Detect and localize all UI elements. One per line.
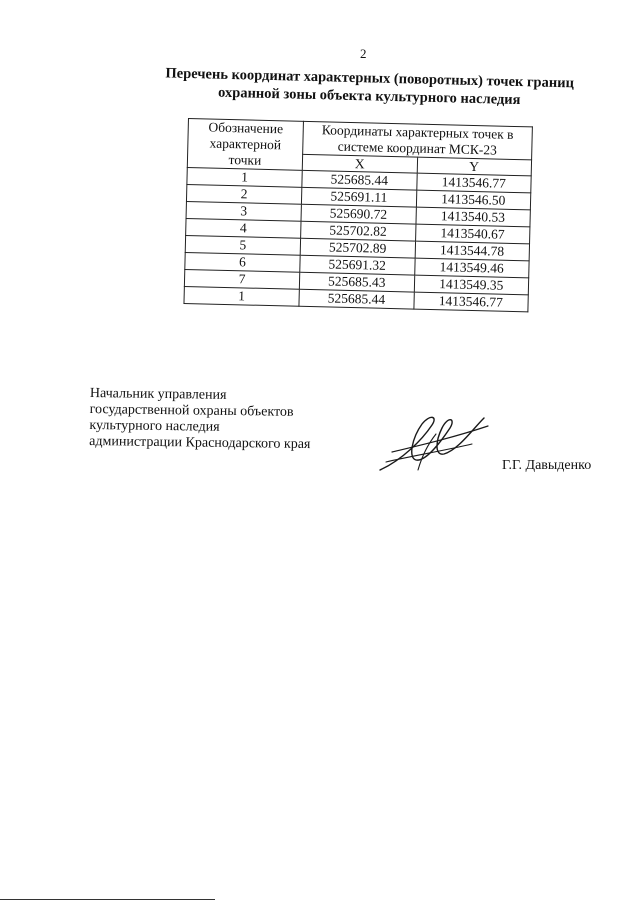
- y-cell: 1413540.67: [415, 224, 530, 244]
- header-point-designation: Обозначение характерной точки: [187, 119, 303, 171]
- x-cell: 525685.43: [299, 272, 414, 292]
- position-line: культурного наследия: [89, 417, 220, 435]
- title-line-2: охранной зоны объекта культурного наследия: [217, 84, 521, 109]
- signatory-name: Г.Г. Давыденко: [502, 458, 592, 473]
- point-cell: 7: [184, 269, 299, 289]
- x-cell: 525691.11: [301, 187, 416, 207]
- point-cell: 2: [186, 184, 301, 204]
- x-cell: 525691.32: [300, 255, 415, 275]
- title-line-1: Перечень координат характерных (поворотных) точек границ: [165, 65, 575, 92]
- position-line: Начальник управления: [89, 386, 227, 403]
- x-cell: 525702.82: [301, 221, 416, 241]
- coordinates-table: [183, 118, 532, 312]
- y-cell: 1413549.46: [414, 258, 529, 278]
- header-x: X: [302, 154, 417, 173]
- x-cell: 525685.44: [299, 289, 414, 309]
- point-cell: 5: [185, 235, 300, 255]
- point-cell: 6: [185, 252, 300, 272]
- document-title: [149, 64, 590, 111]
- signatory-position: [89, 386, 311, 453]
- y-cell: 1413540.53: [415, 207, 530, 227]
- y-cell: 1413546.77: [416, 173, 531, 193]
- x-cell: 525690.72: [301, 204, 416, 224]
- point-cell: 4: [186, 218, 301, 238]
- x-cell: 525685.44: [302, 170, 417, 190]
- x-cell: 525702.89: [300, 238, 415, 258]
- coordinates-table-wrapper: [183, 118, 532, 312]
- y-cell: 1413544.78: [415, 241, 530, 261]
- y-cell: 1413549.35: [414, 275, 529, 295]
- position-line: государственной охраны объектов: [89, 401, 294, 420]
- y-cell: 1413546.77: [413, 292, 528, 312]
- point-cell: 1: [184, 286, 299, 306]
- handwritten-signature: [372, 400, 492, 480]
- header-coordinates: Координаты характерных точек в системе координат МСК-23: [303, 121, 533, 160]
- page-number: 2: [360, 46, 367, 61]
- point-cell: 3: [186, 201, 301, 221]
- position-line: администрации Краснодарского края: [89, 433, 311, 453]
- y-cell: 1413546.50: [416, 190, 531, 210]
- bottom-rule: [0, 899, 215, 900]
- point-cell: 1: [187, 167, 302, 187]
- header-y: Y: [417, 157, 532, 176]
